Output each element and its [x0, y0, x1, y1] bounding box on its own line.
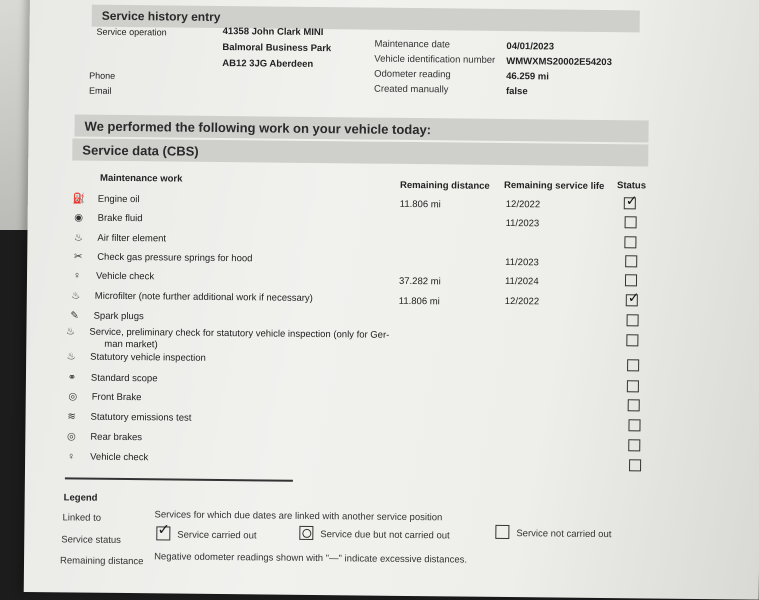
dealer-address: Balmoral Business Park	[222, 42, 332, 55]
maintenance-date: 04/01/2023	[506, 40, 555, 53]
maintenance-work-label: Statutory emissions test	[90, 411, 192, 424]
maintenance-work-label: Microfilter (note further additional work if necessary)	[94, 290, 313, 304]
status-checkbox	[625, 255, 637, 267]
maintenance-work-label: Statutory vehicle inspection	[90, 351, 206, 364]
standard-scope-icon: ⚭	[67, 372, 77, 384]
remaining-distance-value: 11.806 mi	[398, 295, 440, 308]
not-carried-icon	[495, 525, 509, 539]
vin-label: Vehicle identification number	[374, 53, 496, 66]
due-not-carried-label: Service due but not carried out	[320, 529, 450, 542]
phone-label: Phone	[89, 70, 116, 81]
statutory-inspection-icon: ♨	[66, 351, 76, 363]
remaining-life-value: 12/2022	[504, 295, 540, 308]
status-checkbox	[627, 359, 639, 371]
email-label: Email	[88, 85, 112, 96]
col-remaining-life: Remaining service life	[503, 179, 605, 193]
status-checkbox	[628, 419, 640, 431]
linked-to-text: Services for which due dates are linked with another service position	[154, 509, 443, 524]
odometer-label: Odometer reading	[374, 68, 451, 81]
maintenance-work-label: Service, preliminary check for statutory vehicle inspection (only for Ger-	[89, 326, 390, 341]
maintenance-work-label: Vehicle check	[95, 270, 155, 283]
vin-value: WMWXMS20002E54203	[506, 55, 612, 69]
remaining-life-value: 11/2024	[504, 275, 539, 288]
status-checkbox	[626, 314, 638, 326]
maintenance-date-label: Maintenance date	[374, 38, 451, 51]
page-title: Service history entry	[101, 8, 221, 24]
status-checkbox	[627, 334, 639, 346]
microfilter-icon: ♨	[71, 290, 81, 302]
remaining-distance-label: Remaining distance	[59, 555, 144, 568]
remaining-life-value: 11/2023	[505, 217, 540, 230]
status-checkbox	[625, 236, 637, 248]
service-operation-label: Service operation	[96, 26, 167, 38]
maintenance-work-label: Front Brake	[91, 391, 142, 404]
linked-to-label: Linked to	[62, 512, 102, 524]
header-title-bar	[92, 5, 640, 33]
status-checkbox	[629, 459, 641, 471]
carried-out-label: Service carried out	[177, 529, 257, 542]
status-checkbox	[624, 216, 636, 228]
col-status: Status	[616, 180, 647, 192]
rear-brake-icon: ◎	[66, 431, 76, 443]
remaining-life-value: 12/2022	[505, 198, 541, 211]
maintenance-work-label: Air filter element	[97, 232, 167, 245]
maintenance-work-label: Check gas pressure springs for hood	[97, 251, 253, 265]
col-maintenance-work: Maintenance work	[99, 172, 183, 185]
maintenance-work-label: Spark plugs	[93, 310, 144, 323]
dealer-postcode: AB12 3JG Aberdeen	[222, 58, 314, 70]
check-icon: ✓	[627, 289, 640, 306]
air-filter-icon: ♨	[73, 232, 83, 244]
gas-spring-icon: ✂	[73, 251, 83, 263]
inspection-icon: ♨	[65, 326, 75, 338]
engine-oil-icon: ⛽	[72, 193, 86, 205]
maintenance-work-label: Brake fluid	[97, 212, 143, 225]
legend-divider	[65, 477, 293, 481]
vehicle-check-icon: ♀	[67, 451, 75, 463]
status-checked-checkbox	[624, 192, 638, 209]
maintenance-work-label: Vehicle check	[90, 451, 149, 464]
status-checkbox	[628, 439, 640, 451]
cbs-title-bar	[72, 138, 648, 166]
check-icon: ✓	[625, 192, 638, 209]
maintenance-work-label: Standard scope	[90, 372, 158, 385]
vehicle-check-icon: ♀	[73, 270, 81, 282]
cbs-title: Service data (CBS)	[82, 142, 199, 159]
remaining-distance-value: 37.282 mi	[398, 275, 441, 288]
service-document	[24, 0, 759, 600]
legend-title: Legend	[63, 492, 98, 504]
emissions-icon: ≋	[67, 411, 76, 423]
dealer-name: 41358 John Clark MINI	[222, 26, 324, 39]
created-manually-label: Created manually	[373, 83, 449, 96]
service-status-label: Service status	[61, 534, 121, 546]
status-checkbox	[627, 380, 639, 392]
maintenance-work-label: Rear brakes	[90, 431, 143, 444]
remaining-distance-value: 11.806 mi	[399, 198, 441, 211]
status-checkbox	[628, 399, 640, 411]
status-checked-checkbox	[626, 289, 640, 306]
maintenance-work-label-continued: man market)	[104, 338, 158, 351]
created-manually-value: false	[505, 85, 528, 98]
work-title-bar	[74, 114, 648, 142]
carried-out-checkbox-icon: ✓	[156, 526, 170, 540]
spark-plug-icon: ✎	[70, 310, 79, 322]
front-brake-icon: ◎	[68, 391, 78, 403]
odometer-value: 46.259 mi	[506, 70, 549, 83]
remaining-life-value: 11/2023	[505, 256, 539, 269]
col-remaining-distance: Remaining distance	[399, 179, 490, 192]
due-not-carried-icon	[299, 526, 313, 540]
remaining-distance-text: Negative odometer readings shown with "—" indicate excessive distances.	[154, 551, 468, 566]
work-title: We performed the following work on your vehicle today:	[84, 118, 432, 137]
maintenance-work-label: Engine oil	[97, 193, 140, 206]
not-carried-label: Service not carried out	[516, 528, 612, 541]
brake-fluid-icon: ◉	[74, 212, 84, 224]
status-checkbox	[625, 274, 637, 286]
